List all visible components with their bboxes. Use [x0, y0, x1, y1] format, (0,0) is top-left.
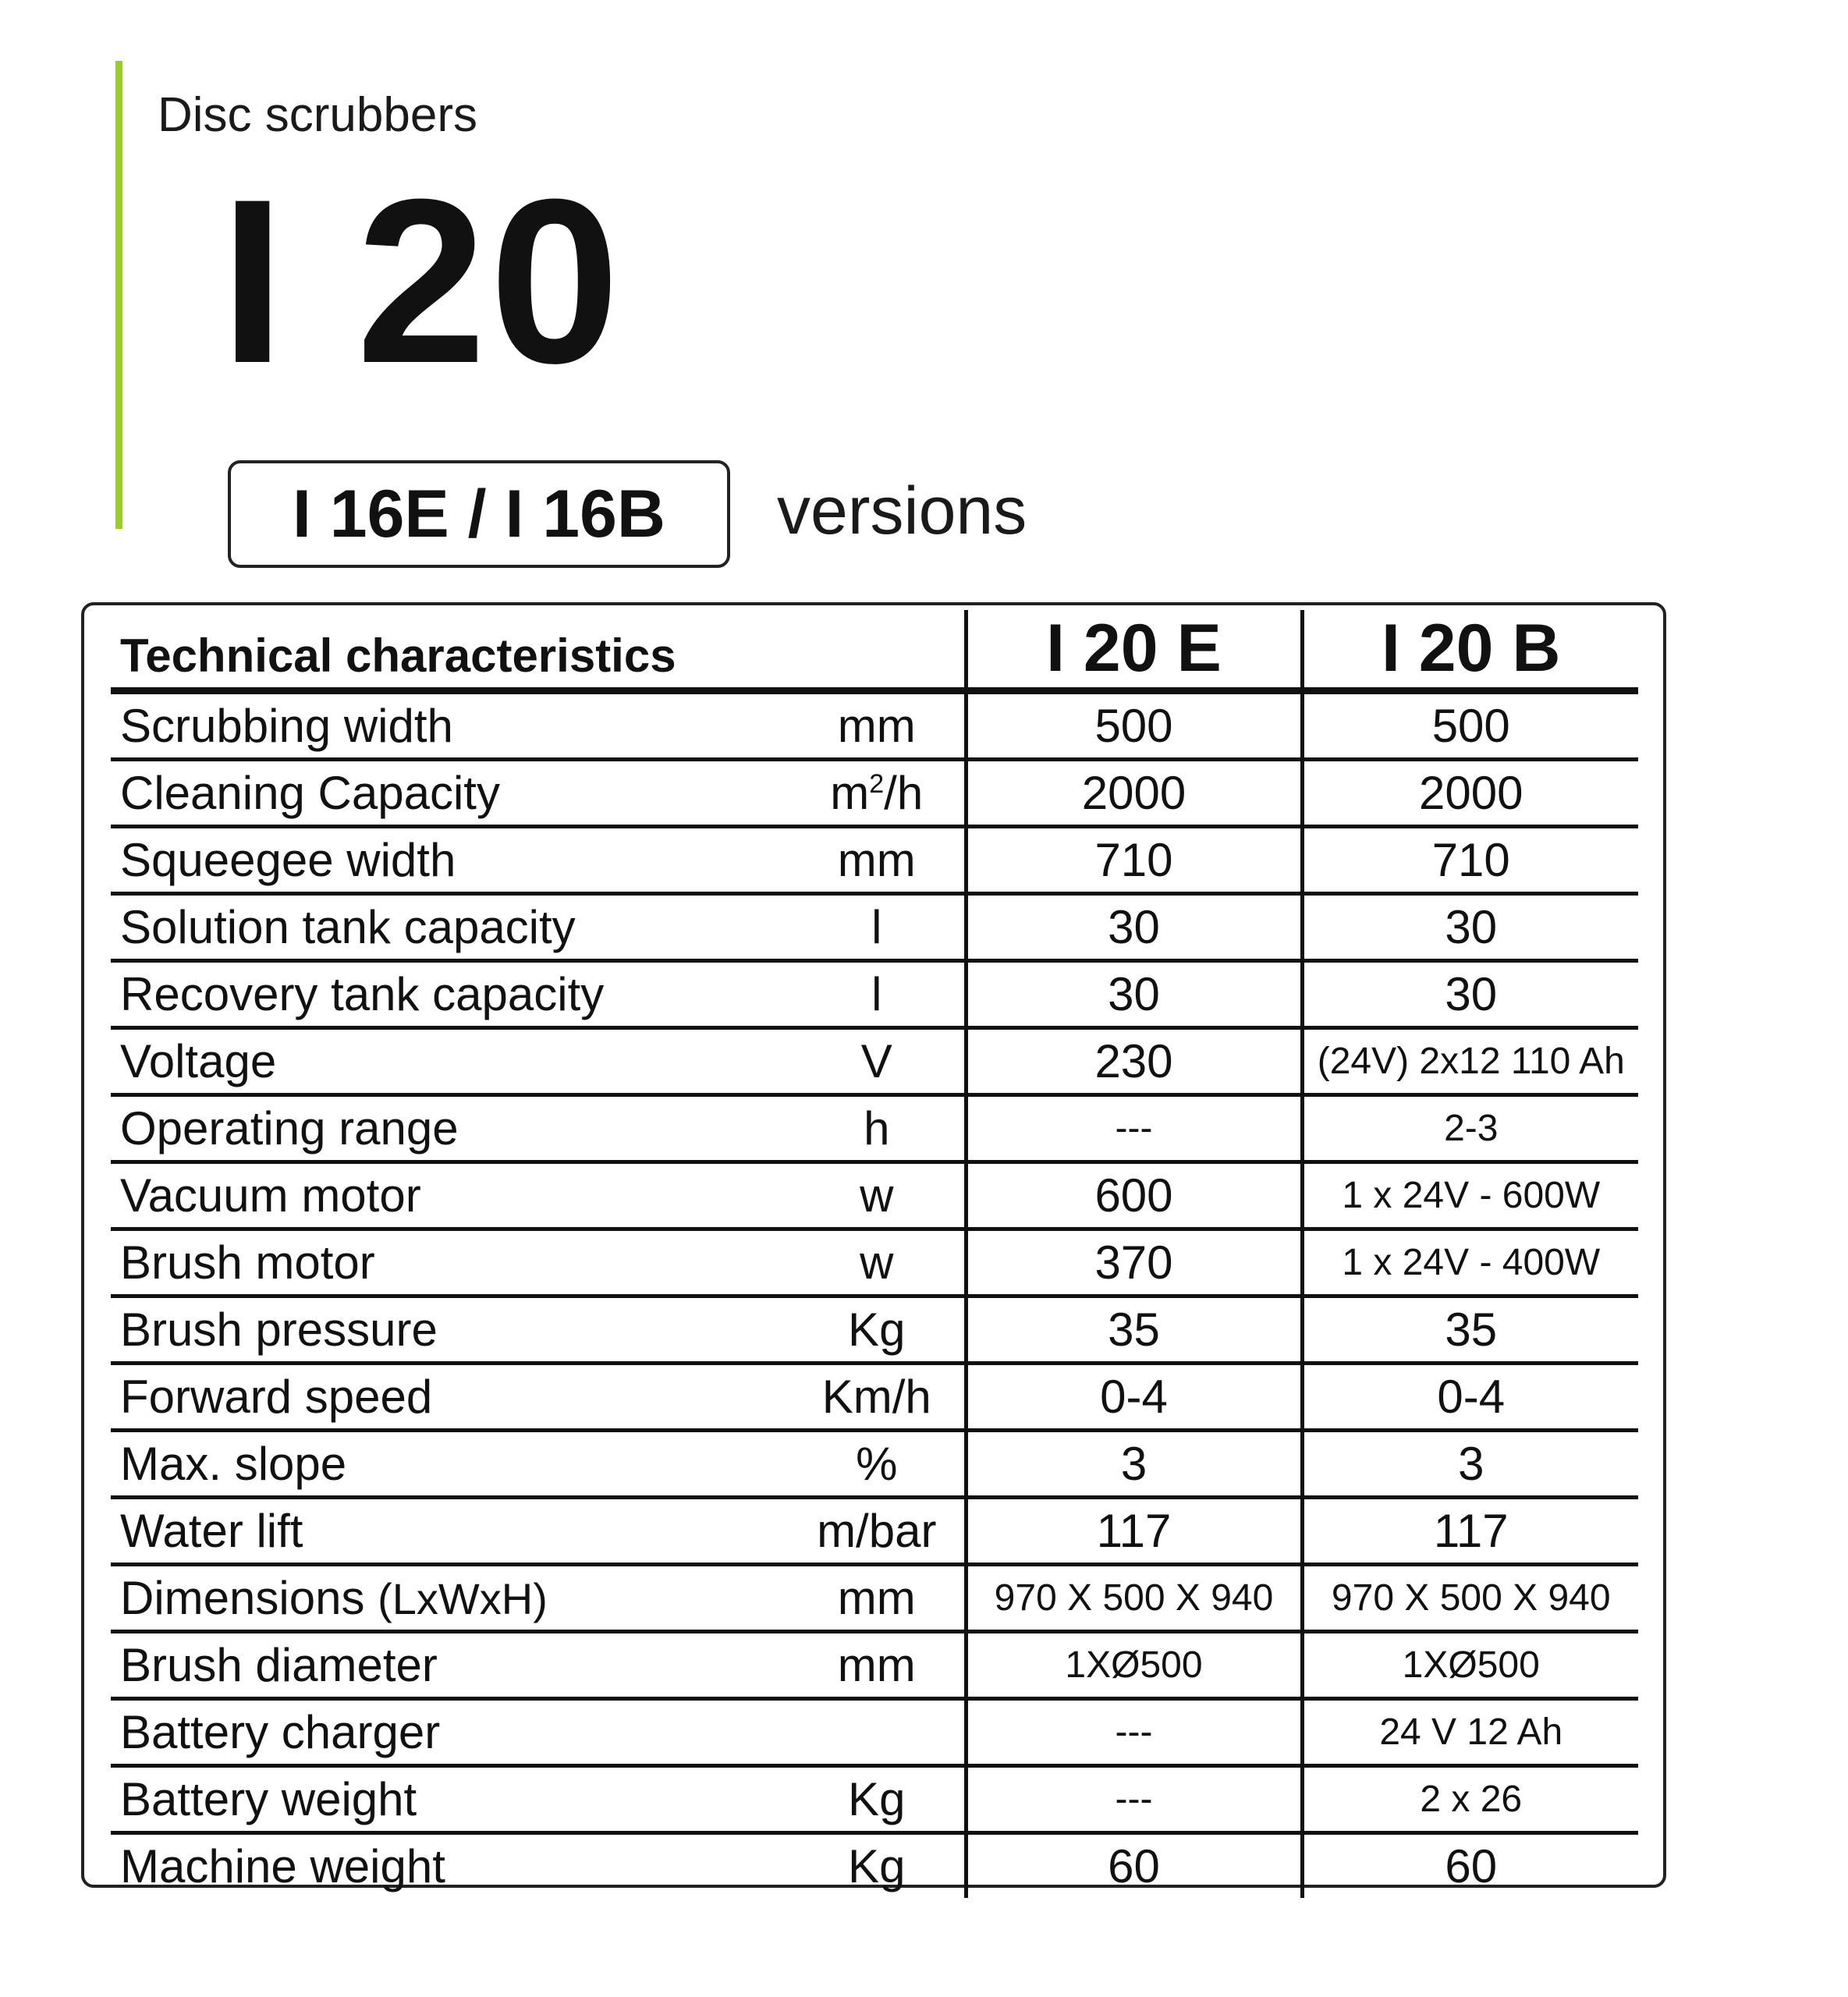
- table-body: [111, 691, 1638, 1899]
- table-row: [111, 827, 1638, 894]
- spec-label-text: Cleaning Capacity: [120, 767, 500, 819]
- spec-label-text: Max. slope: [120, 1438, 347, 1490]
- table-row: [111, 1162, 1638, 1229]
- spec-unit-text: mm: [837, 1572, 916, 1624]
- spec-unit: [789, 1833, 966, 1899]
- spec-value-b: 30: [1302, 894, 1638, 961]
- spec-label-text: Recovery tank capacity: [120, 968, 605, 1020]
- spec-unit-text: Kg: [848, 1773, 906, 1825]
- spec-label-text: Machine weight: [120, 1840, 445, 1892]
- spec-unit: [789, 1431, 966, 1498]
- spec-label: [111, 827, 789, 894]
- spec-table-frame: [81, 602, 1666, 1892]
- spec-label: [111, 1431, 789, 1498]
- table-row: [111, 1766, 1638, 1833]
- spec-value-b: 24 V 12 Ah: [1302, 1699, 1638, 1766]
- spec-unit-text: w: [860, 1236, 894, 1289]
- spec-label: [111, 894, 789, 961]
- spec-unit: [789, 691, 966, 760]
- table-header-row: [111, 610, 1638, 691]
- spec-unit-text: Kg: [848, 1840, 906, 1892]
- spec-unit: [789, 827, 966, 894]
- spec-label-text: Solution tank capacity: [120, 901, 576, 953]
- spec-label: [111, 1565, 789, 1632]
- spec-label-text: Vacuum motor: [120, 1169, 421, 1222]
- spec-table: [111, 610, 1638, 1898]
- spec-value-b: 1 x 24V - 400W: [1302, 1229, 1638, 1296]
- spec-label: [111, 1699, 789, 1766]
- spec-value-e: ---: [966, 1095, 1302, 1162]
- spec-label: [111, 691, 789, 760]
- spec-unit-text: m/bar: [817, 1505, 937, 1557]
- spec-label: [111, 961, 789, 1028]
- spec-unit-text: mm: [837, 700, 916, 752]
- spec-unit-text: m: [830, 767, 870, 819]
- spec-label-text: Battery weight: [120, 1773, 417, 1825]
- spec-label: [111, 1296, 789, 1364]
- spec-label-suffix: (LxWxH): [378, 1574, 548, 1623]
- spec-value-b: 60: [1302, 1833, 1638, 1899]
- spec-unit: [789, 1766, 966, 1833]
- spec-unit-text: h: [864, 1102, 890, 1155]
- spec-value-b: 117: [1302, 1498, 1638, 1565]
- spec-value-b: 2000: [1302, 760, 1638, 827]
- spec-value-e: 2000: [966, 760, 1302, 827]
- spec-value-e: 500: [966, 691, 1302, 760]
- versions-label: versions: [777, 474, 1027, 548]
- spec-value-e: 600: [966, 1162, 1302, 1229]
- spec-unit-superscript: 2: [869, 769, 885, 799]
- spec-unit-text: %: [856, 1438, 898, 1490]
- spec-value-e: 0-4: [966, 1364, 1302, 1431]
- spec-unit-text: w: [860, 1169, 894, 1222]
- spec-value-e: 3: [966, 1431, 1302, 1498]
- table-row: [111, 1431, 1638, 1498]
- category-label: Disc scrubbers: [158, 88, 477, 142]
- accent-bar: [115, 61, 122, 529]
- spec-value-b: 30: [1302, 961, 1638, 1028]
- spec-value-b: 1 x 24V - 600W: [1302, 1162, 1638, 1229]
- table-row: [111, 961, 1638, 1028]
- table-row: [111, 760, 1638, 827]
- column-header-e: I 20 E: [966, 610, 1302, 691]
- versions-badge: I 16E / I 16B: [228, 460, 730, 568]
- spec-value-e: 30: [966, 961, 1302, 1028]
- spec-value-e: 35: [966, 1296, 1302, 1364]
- table-title: Technical characteristics: [111, 610, 966, 691]
- table-row: [111, 1028, 1638, 1095]
- spec-label-text: Brush diameter: [120, 1639, 438, 1691]
- spec-unit: [789, 1632, 966, 1699]
- spec-unit-text: Km/h: [821, 1371, 931, 1423]
- spec-value-e: 1XØ500: [966, 1632, 1302, 1699]
- spec-unit: [789, 961, 966, 1028]
- spec-value-e: 230: [966, 1028, 1302, 1095]
- table-row: [111, 1833, 1638, 1899]
- spec-unit-text: l: [871, 901, 882, 953]
- spec-label: [111, 1028, 789, 1095]
- spec-unit: [789, 1565, 966, 1632]
- spec-unit-text: V: [860, 1035, 892, 1087]
- spec-label: [111, 1498, 789, 1565]
- spec-unit-text: Kg: [848, 1304, 906, 1356]
- spec-value-b: 35: [1302, 1296, 1638, 1364]
- spec-label-text: Brush pressure: [120, 1304, 438, 1356]
- table-row: [111, 894, 1638, 961]
- table-row: [111, 1699, 1638, 1766]
- spec-label-text: Operating range: [120, 1102, 459, 1155]
- spec-value-e: 370: [966, 1229, 1302, 1296]
- spec-value-e: 117: [966, 1498, 1302, 1565]
- spec-label: [111, 1095, 789, 1162]
- spec-unit-text: mm: [837, 834, 916, 886]
- table-row: [111, 1095, 1638, 1162]
- spec-value-b: 710: [1302, 827, 1638, 894]
- spec-label: [111, 760, 789, 827]
- spec-value-b: (24V) 2x12 110 Ah: [1302, 1028, 1638, 1095]
- spec-label-text: Forward speed: [120, 1371, 433, 1423]
- spec-value-b: 0-4: [1302, 1364, 1638, 1431]
- spec-value-b: 970 X 500 X 940: [1302, 1565, 1638, 1632]
- spec-value-e: 710: [966, 827, 1302, 894]
- spec-value-b: 1XØ500: [1302, 1632, 1638, 1699]
- spec-label-text: Brush motor: [120, 1236, 375, 1289]
- spec-value-b: 2-3: [1302, 1095, 1638, 1162]
- spec-unit: [789, 1364, 966, 1431]
- spec-unit: [789, 1095, 966, 1162]
- spec-value-e: 30: [966, 894, 1302, 961]
- spec-unit: [789, 894, 966, 961]
- spec-unit: [789, 1699, 966, 1766]
- spec-unit: [789, 1296, 966, 1364]
- spec-label: [111, 1229, 789, 1296]
- spec-label: [111, 1364, 789, 1431]
- spec-value-b: 500: [1302, 691, 1638, 760]
- spec-label: [111, 1162, 789, 1229]
- spec-unit-tail: /h: [884, 767, 924, 819]
- table-row: [111, 1364, 1638, 1431]
- spec-label-text: Scrubbing width: [120, 700, 453, 752]
- spec-label-text: Water lift: [120, 1505, 303, 1557]
- spec-label-text: Dimensions: [120, 1572, 365, 1624]
- table-row: [111, 1565, 1638, 1632]
- spec-label-text: Voltage: [120, 1035, 277, 1087]
- model-title: I 20: [220, 150, 623, 412]
- spec-value-e: ---: [966, 1699, 1302, 1766]
- table-row: [111, 1229, 1638, 1296]
- spec-label: [111, 1632, 789, 1699]
- spec-unit: [789, 1229, 966, 1296]
- table-row: [111, 1498, 1638, 1565]
- spec-value-e: 60: [966, 1833, 1302, 1899]
- table-row: [111, 1296, 1638, 1364]
- spec-unit-text: l: [871, 968, 882, 1020]
- table-row: [111, 691, 1638, 760]
- spec-label: [111, 1833, 789, 1899]
- spec-value-e: ---: [966, 1766, 1302, 1833]
- table-row: [111, 1632, 1638, 1699]
- spec-label-text: Squeegee width: [120, 834, 456, 886]
- spec-unit: [789, 1162, 966, 1229]
- spec-label: [111, 1766, 789, 1833]
- spec-unit: [789, 760, 966, 827]
- spec-unit-text: mm: [837, 1639, 916, 1691]
- spec-unit: [789, 1498, 966, 1565]
- column-header-b: I 20 B: [1302, 610, 1638, 691]
- spec-unit: [789, 1028, 966, 1095]
- spec-value-b: 3: [1302, 1431, 1638, 1498]
- spec-value-b: 2 x 26: [1302, 1766, 1638, 1833]
- spec-label-text: Battery charger: [120, 1706, 441, 1758]
- spec-value-e: 970 X 500 X 940: [966, 1565, 1302, 1632]
